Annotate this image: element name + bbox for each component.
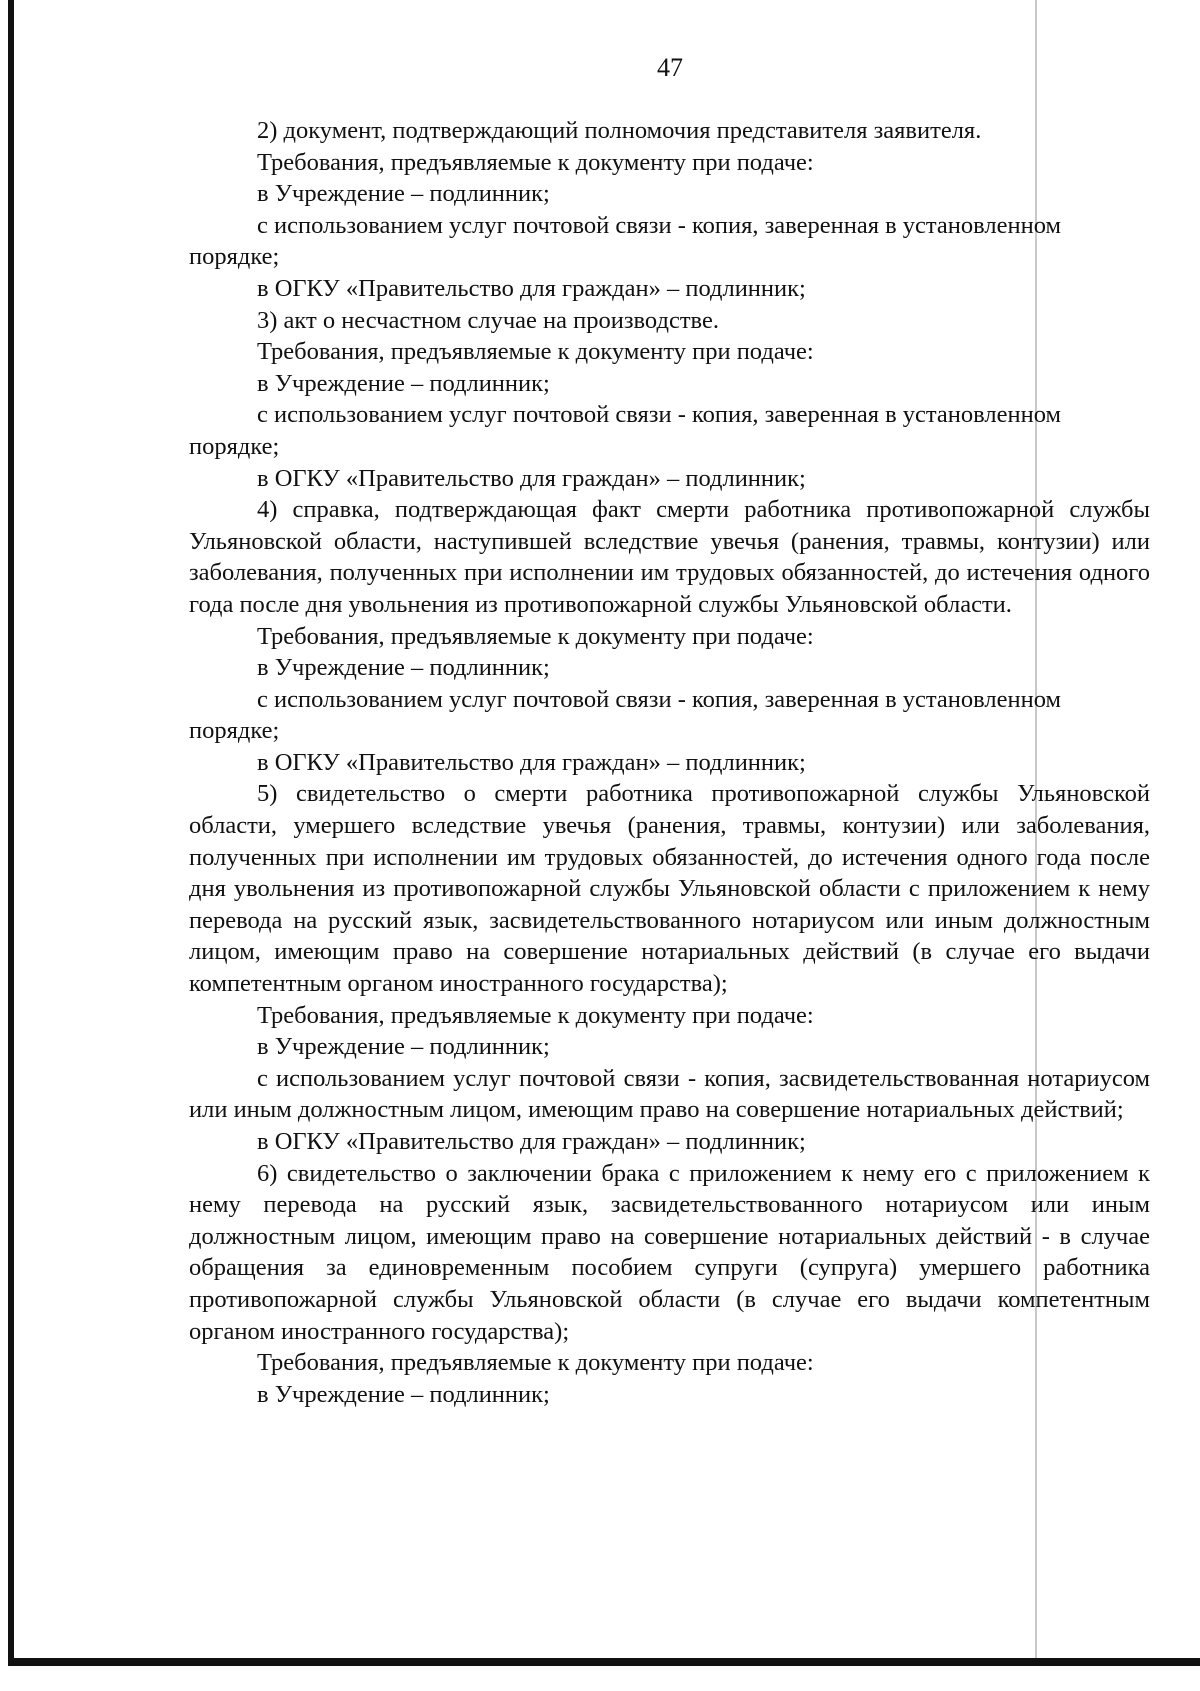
- paragraph: в Учреждение – подлинник;: [257, 1380, 550, 1408]
- paragraph: в Учреждение – подлинник;: [257, 369, 550, 397]
- paragraph: с использованием услуг почтовой связи - копия, заверенная в установленном порядке;: [189, 211, 1062, 271]
- paragraph: Требования, предъявляемые к документу при подаче:: [257, 622, 814, 650]
- paragraph: в Учреждение – подлинник;: [257, 180, 550, 208]
- paragraph: Требования, предъявляемые к документу при подаче:: [257, 148, 814, 176]
- page-number: 47: [657, 53, 683, 82]
- paragraph: 2) документ, подтверждающий полномочия представителя заявителя.: [257, 117, 982, 144]
- paragraph: с использованием услуг почтовой связи - копия, заверенная в установленном порядке;: [189, 401, 1062, 460]
- paragraph: в ОГКУ «Правительство для граждан» – подлинник;: [257, 464, 806, 492]
- scan-border-bottom: [8, 1658, 1200, 1666]
- paragraph: в ОГКУ «Правительство для граждан» – подлинник;: [257, 274, 806, 302]
- paragraph: 4) справка, подтверждающая факт смерти работника противопожарной службы Ульяновской области, наступившей вследствие увечья (ранения, травмы, контузии) или заболевания, полученных при исполнении им трудовых обязанностей, до истечения одного года после дня увольнения из противопожарной службы Ульяновской области.: [189, 496, 1150, 618]
- paragraph: Требования, предъявляемые к документу при подаче:: [257, 1349, 814, 1377]
- paragraph: в Учреждение – подлинник;: [257, 1033, 550, 1061]
- paragraph: с использованием услуг почтовой связи - копия, засвидетельствованная нотариусом или иным должностным лицом, имеющим право на совершение нотариальных действий;: [189, 1064, 1150, 1124]
- paragraph: 3) акт о несчастном случае на производстве.: [257, 306, 719, 334]
- document-body: [189, 115, 1150, 1410]
- paragraph: с использованием услуг почтовой связи - копия, заверенная в установленном порядке;: [189, 685, 1062, 745]
- paragraph: Требования, предъявляемые к документу при подаче:: [257, 338, 814, 366]
- paragraph: Требования, предъявляемые к документу при подаче:: [257, 1001, 814, 1029]
- paragraph: в Учреждение – подлинник;: [257, 654, 550, 682]
- paragraph: в ОГКУ «Правительство для граждан» – подлинник;: [257, 748, 806, 776]
- paragraph: в ОГКУ «Правительство для граждан» – подлинник;: [257, 1128, 806, 1155]
- paragraph: 5) свидетельство о смерти работника противопожарной службы Ульяновской области, умершего вследствие увечья (ранения, травмы, контузии) или заболевания, полученных при исполнении им трудовых обязанностей, до истечения одного года после дня увольнения из противопожарной службы Ульяновской области с приложением к нему перевода на русский язык, засвидетельствованного нотариусом или иным должностным лицом, имеющим право на совершение нотариальных действий (в случае его выдачи компетентным органом иностранного государства);: [189, 780, 1150, 998]
- paragraph: 6) свидетельство о заключении брака с приложением к нему его с приложением к нему перевода на русский язык, засвидетельствованного нотариусом или иным должностным лицом, имеющим право на совершение нотариальных действий - в случае обращения за единовременным пособием супруги (супруга) умершего работника противопожарной службы Ульяновской области (в случае его выдачи компетентным органом иностранного государства);: [189, 1159, 1150, 1345]
- scan-border-left: [8, 0, 14, 1664]
